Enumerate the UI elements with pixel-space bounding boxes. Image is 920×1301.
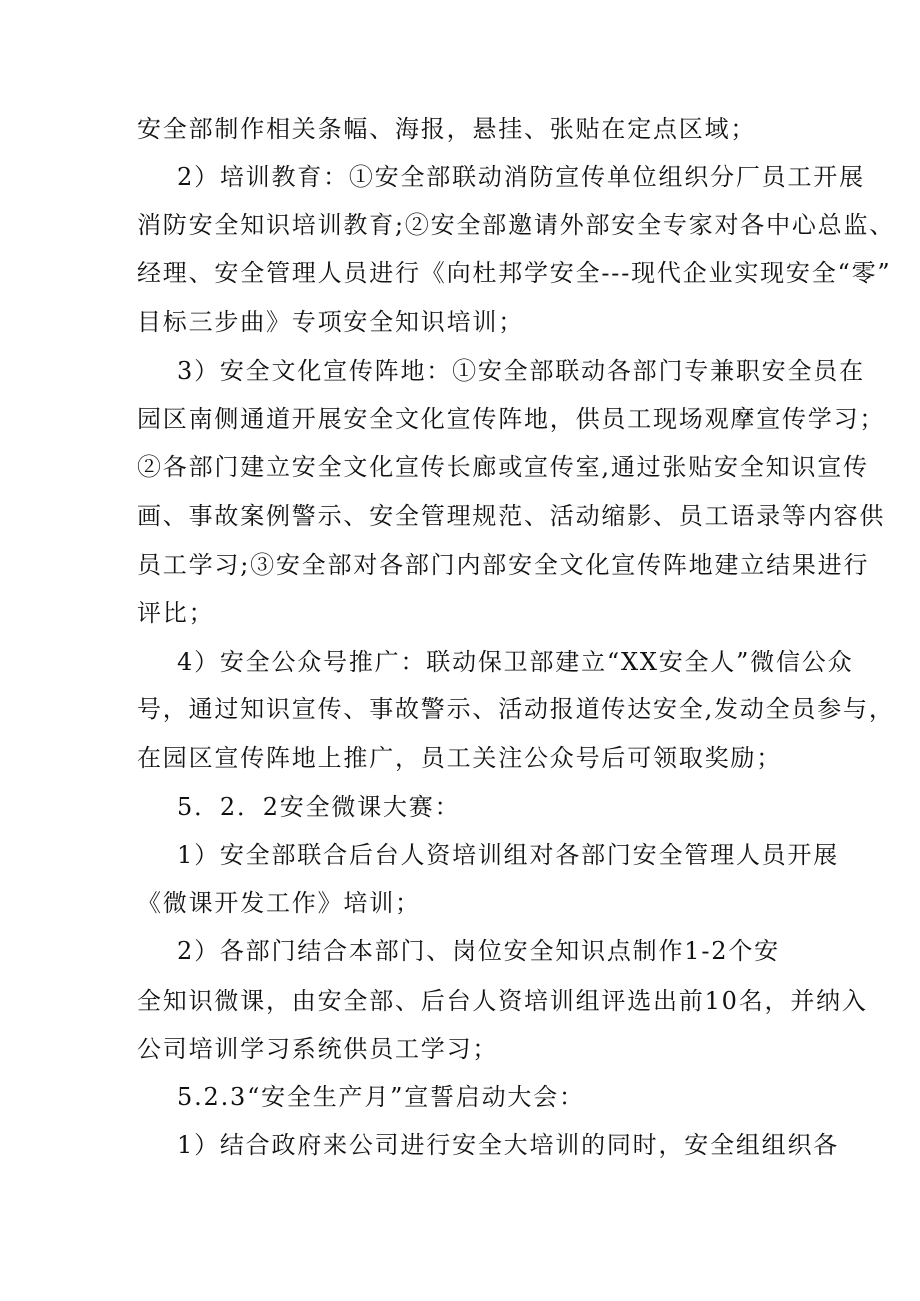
text-line-2: 2）培训教育：①安全部联动消防宣传单位组织分厂员工开展 xyxy=(177,163,865,191)
text-line-22: 1）结合政府来公司进行安全大培训的同时，安全组组织各 xyxy=(177,1131,840,1159)
text-line-8: ②各部门建立安全文化宣传长廊或宣传室,通过张贴安全知识宣传 xyxy=(137,453,869,481)
text-line-16: 1）安全部联合后台人资培训组对各部门安全管理人员开展 xyxy=(177,841,840,869)
text-line-6: 3）安全文化宣传阵地：①安全部联动各部门专兼职安全员在 xyxy=(177,357,865,385)
text-line-5: 目标三步曲》专项安全知识培训； xyxy=(137,308,524,336)
text-line-13: 号，通过知识宣传、事故警示、活动报道传达安全,发动全员参与， xyxy=(137,695,895,723)
text-line-19: 全知识微课，由安全部、后台人资培训组评选出前10名，并纳入 xyxy=(137,987,868,1015)
text-line-9: 画、事故案例警示、安全管理规范、活动缩影、员工语录等内容供 xyxy=(137,502,886,530)
text-line-14: 在园区宣传阵地上推广，员工关注公众号后可领取奖励； xyxy=(137,744,782,772)
text-line-17: 《微课开发工作》培训； xyxy=(137,889,421,917)
text-line-20: 公司培训学习系统供员工学习； xyxy=(137,1035,499,1063)
text-line-10: 员工学习;③安全部对各部门内部安全文化宣传阵地建立结果进行 xyxy=(137,551,870,579)
text-line-4: 经理、安全管理人员进行《向杜邦学安全---现代企业实现安全“零” xyxy=(137,259,892,287)
text-line-11: 评比； xyxy=(137,599,215,627)
text-line-18: 2）各部门结合本部门、岗位安全知识点制作1-2个安 xyxy=(177,937,780,965)
text-line-7: 园区南侧通道开展安全文化宣传阵地，供员工现场观摩宣传学习； xyxy=(137,405,886,433)
section-heading-5-2-3: 5.2.3“安全生产月”宣誓启动大会： xyxy=(177,1083,585,1111)
text-line-1: 安全部制作相关条幅、海报，悬挂、张贴在定点区域； xyxy=(137,115,757,143)
text-line-12: 4）安全公众号推广：联动保卫部建立“XX安全人”微信公众 xyxy=(177,648,854,676)
text-line-3: 消防安全知识培训教育;②安全部邀请外部安全专家对各中心总监、 xyxy=(137,211,896,239)
section-heading-5-2-2: 5．2．2安全微课大赛： xyxy=(177,793,461,821)
